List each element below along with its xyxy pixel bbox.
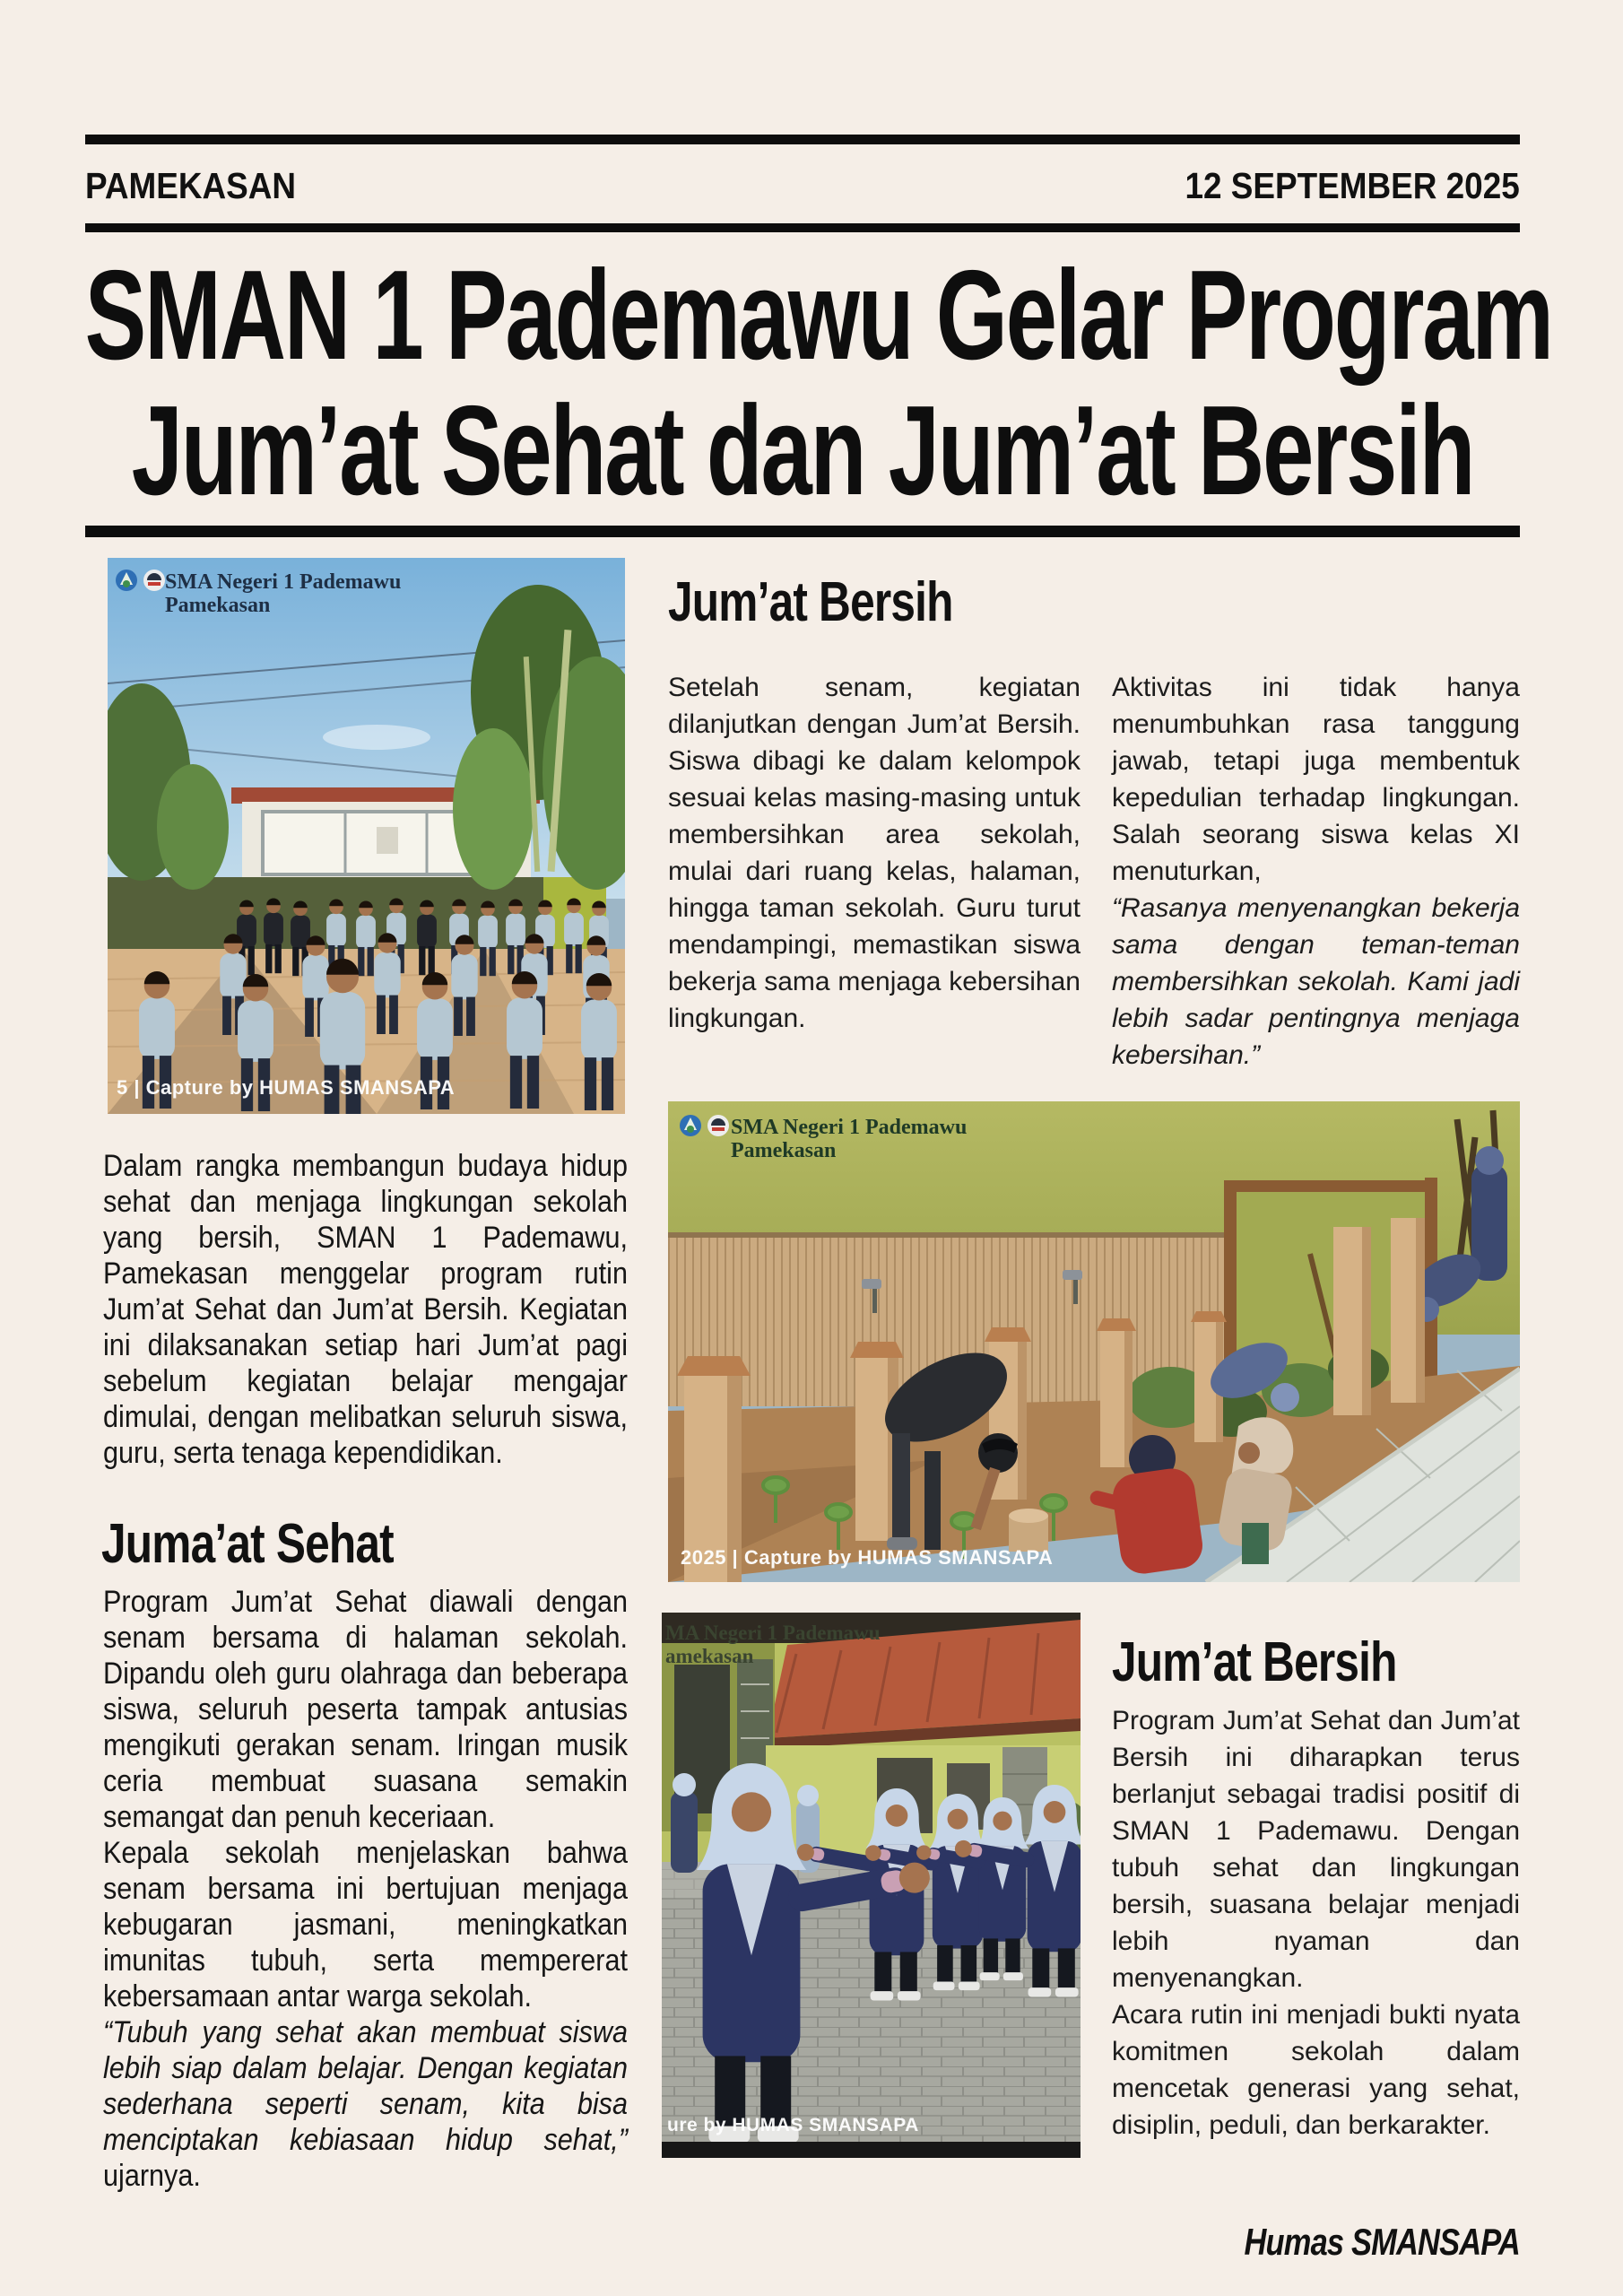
headline-line1: SMAN 1 Pademawu Gelar Program (84, 244, 1552, 387)
section-heading-jumat-sehat (101, 1512, 466, 1576)
photo1-watermark-school (165, 570, 401, 617)
intro-text: Dalam rangka membangun budaya hidup sehat dan menjaga lingkungan sekolah yang bersih, SMAN 1 Pademawu, Pamekasan menggelar program rutin Jum’at Sehat dan Jum’at Bersih. Kegiatan ini dilaksanakan setiap hari Jum’at pagi sebelum kegiatan belajar mengajar dimulai, dengan melibatkan seluruh siswa, guru, serta tenaga kependidikan. (103, 1149, 628, 1470)
jumat-bersih-col2-quote: “Rasanya menyenangkan bekerja sama dengan teman-teman membersihkan sekolah. Kami jadi lebih sadar pentingnya menjaga kebersihan.” (1112, 893, 1520, 1070)
jumat-sehat-body (103, 1584, 628, 2194)
jumat-sehat-quote: “Tubuh yang sehat akan membuat siswa lebih siap dalam belajar. Dengan kegiatan sederhana seperti senam, kita bisa menciptakan kebiasaan hidup sehat,” (103, 2015, 628, 2157)
intro-paragraph-block (103, 1148, 628, 1471)
school-logos (115, 569, 166, 592)
jumat-sehat-quote-para (103, 2014, 628, 2194)
province-logo-icon (115, 569, 138, 592)
jumat-bersih-bottom-para2: Acara rutin ini menjadi bukti nyata komitmen sekolah dalam mencetak generasi yang sehat, disiplin, peduli, dan berkarakter. (1112, 2000, 1520, 2140)
date-label: 12 SEPTEMBER 2025 (1185, 165, 1520, 206)
school-logo-icon (707, 1114, 730, 1137)
headline (84, 244, 1552, 522)
headline-line2: Jum’at Sehat dan Jum’at Bersih (131, 379, 1474, 522)
jumat-sehat-quote-suffix: ujarnya. (103, 2159, 201, 2193)
jumat-bersih-col1-text: Setelah senam, kegiatan dilanjutkan dengan Jum’at Bersih. Siswa dibagi ke dalam kelompok sesuai kelas masing-masing untuk membersihkan area sekolah, mulai dari ruang kelas, halaman, hingga taman sekolah. Guru turut mendampingi, memastikan siswa bekerja sama menjaga kebersihan lingkungan. (668, 673, 1081, 1033)
photo2-school-line2: Pamekasan (731, 1139, 837, 1162)
location-label: PAMEKASAN (85, 165, 297, 206)
top-rule (85, 135, 1520, 144)
photo-jumat-bersih-berkebun (668, 1101, 1520, 1582)
photo-senam-siswa (108, 558, 625, 1114)
jumat-bersih-col2-text: Aktivitas ini tidak hanya menumbuhkan rasa tanggung jawab, tetapi juga membentuk kepedulian terhadap lingkungan. Salah seorang siswa kelas XI menuturkan, (1112, 673, 1520, 886)
jumat-sehat-para2: Kepala sekolah menjelaskan bahwa senam bersama ini bertujuan menjaga kebugaran jasmani, meningkatkan imunitas tubuh, serta mempererat kebersamaan antar warga sekolah. (103, 1836, 628, 2013)
photo1-watermark-credit: 5 | Capture by HUMAS SMANSAPA (117, 1076, 456, 1099)
photo3-school-line2: amekasan (665, 1645, 754, 1667)
province-logo-icon (679, 1114, 702, 1137)
photo3-watermark-school (665, 1622, 881, 1668)
photo1-school-line2: Pamekasan (165, 594, 271, 617)
photo-senam-guru-art (662, 1613, 1081, 2158)
school-logos (679, 1114, 730, 1137)
jumat-bersih-bottom-title: Jum’at Bersih (1112, 1631, 1397, 1693)
section-heading-jumat-bersih-bottom (1112, 1631, 1468, 1694)
photo-senam-guru (662, 1613, 1081, 2158)
photo-berkebun-art (668, 1101, 1520, 1582)
photo3-watermark-credit: ure by HUMAS SMANSAPA (667, 2115, 919, 2135)
header-rule (85, 223, 1520, 232)
footer-credit: Humas SMANSAPA (1244, 2221, 1520, 2263)
headline-rule (85, 526, 1520, 537)
photo2-watermark-credit: 2025 | Capture by HUMAS SMANSAPA (681, 1546, 1054, 1569)
photo1-school-line1: SMA Negeri 1 Pademawu (165, 570, 402, 594)
jumat-sehat-title: Juma’at Sehat (101, 1513, 394, 1575)
jumat-bersih-col2 (1112, 669, 1520, 1074)
jumat-bersih-bottom-para1: Program Jum’at Sehat dan Jum’at Bersih ini diharapkan terus berlanjut sebagai tradisi positif di SMAN 1 Pademawu. Dengan tubuh sehat dan lingkungan bersih, suasana belajar menjadi lebih nyaman dan menyenangkan. (1112, 1706, 1520, 1993)
photo2-watermark-school (731, 1116, 967, 1162)
section-heading-jumat-bersih-top (668, 570, 1024, 634)
jumat-bersih-bottom-body (1112, 1702, 1520, 2144)
school-logo-icon (143, 569, 166, 592)
photo-senam-siswa-art (108, 558, 625, 1114)
jumat-bersih-top-title: Jum’at Bersih (668, 571, 953, 633)
jumat-bersih-col1 (668, 669, 1081, 1037)
photo3-school-line1: MA Negeri 1 Pademawu (665, 1622, 881, 1644)
photo2-school-line1: SMA Negeri 1 Pademawu (731, 1116, 968, 1139)
jumat-sehat-para1: Program Jum’at Sehat diawali dengan senam bersama di halaman sekolah. Dipandu oleh guru olahraga dan beberapa siswa, seluruh peserta tampak antusias mengikuti gerakan senam. Iringan musik ceria membuat suasana semakin semangat dan penuh keceriaan. (103, 1585, 628, 1834)
